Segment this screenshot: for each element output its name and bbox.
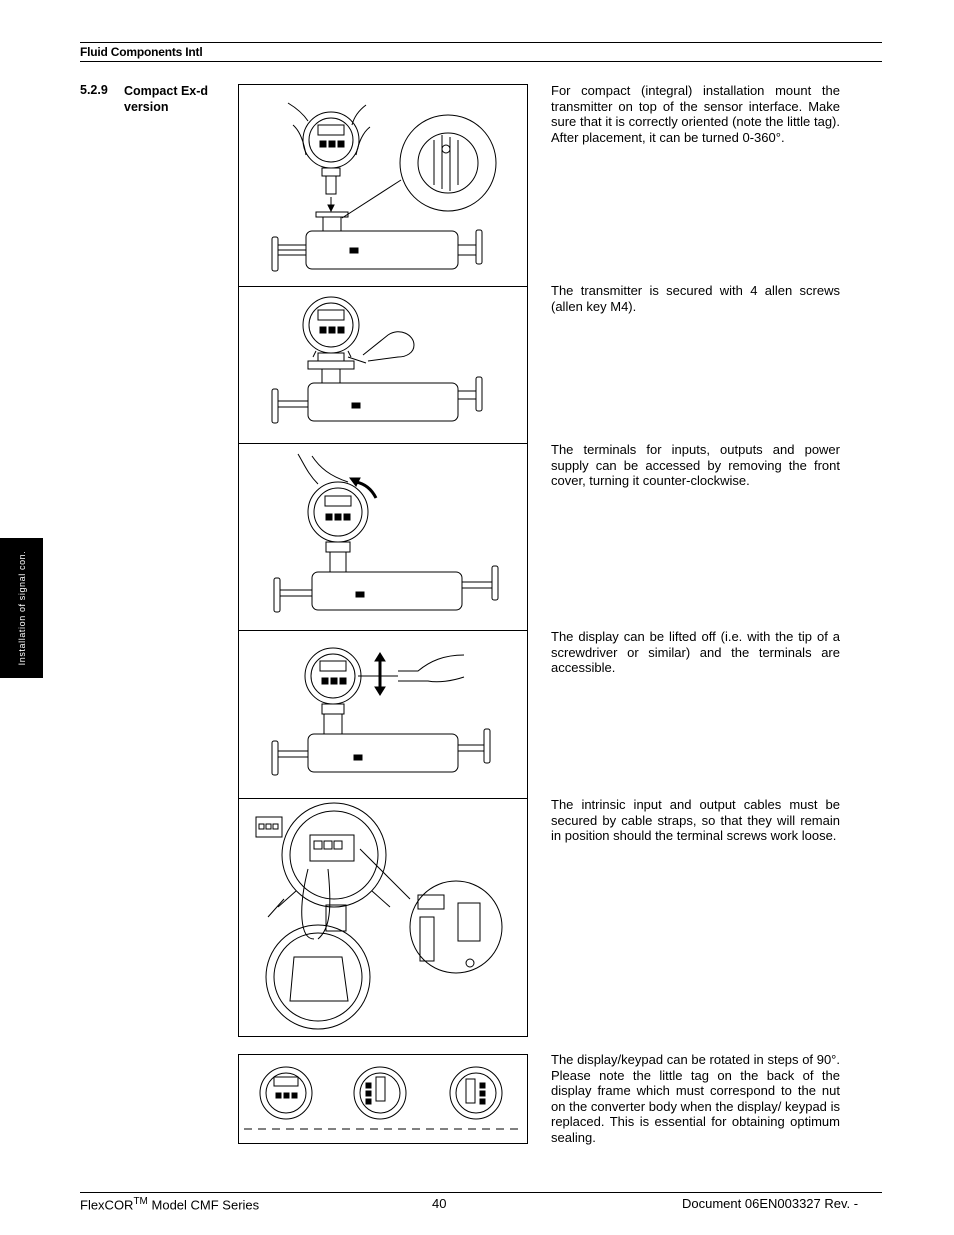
chapter-side-tab-label: Installation of signal con.: [16, 550, 27, 666]
section-number: 5.2.9: [80, 83, 108, 97]
trademark: TM: [133, 1196, 148, 1207]
footer-product: [80, 1196, 259, 1212]
paragraph-cable-straps: The intrinsic input and output cables must be secured by cable straps, so that they will remain in position should the terminal screws work loose.: [551, 797, 840, 844]
model-name: Model CMF Series: [147, 1197, 260, 1213]
paragraph-allen-screws: The transmitter is secured with 4 allen screws (allen key M4).: [551, 283, 840, 314]
display-rotation-illustration: [238, 1055, 528, 1143]
paragraph-mounting: For compact (integral) installation mount the transmitter on top of the sensor interface. Make sure that it is correctly oriented (note the little tag). After placement, it can be turned 0-360°.: [551, 83, 840, 145]
cable-strap-illustration: [238, 799, 528, 1036]
product-name: FlexCOR: [80, 1197, 134, 1213]
document-number: Document 06EN003327 Rev. -: [682, 1196, 859, 1211]
company-name: Fluid Components Intl: [80, 45, 203, 59]
allen-screw-illustration: [238, 287, 528, 442]
paragraph-display-lift: The display can be lifted off (i.e. with the tip of a screwdriver or similar) and the terminals are accessible.: [551, 629, 840, 676]
page-number: 40: [432, 1196, 447, 1211]
section-title: Compact Ex-d version: [124, 84, 209, 114]
paragraph-front-cover: The terminals for inputs, outputs and power supply can be accessed by removing the front cover, turning it counter-clockwise.: [551, 442, 840, 489]
footer-rule: [80, 1192, 882, 1193]
display-lift-illustration: [238, 631, 528, 797]
front-cover-illustration: [238, 444, 528, 629]
chapter-side-tab: [0, 538, 43, 678]
header-rule-top: [80, 42, 882, 43]
mounting-illustration: [238, 85, 528, 285]
paragraph-display-rotation: The display/keypad can be rotated in steps of 90°. Please note the little tag on the back of the display frame which must correspond to the nut on the converter body when the display/ keypad is replaced. This is essential for obtaining optimum sealing.: [551, 1052, 840, 1145]
header-rule-bottom: [80, 61, 882, 62]
